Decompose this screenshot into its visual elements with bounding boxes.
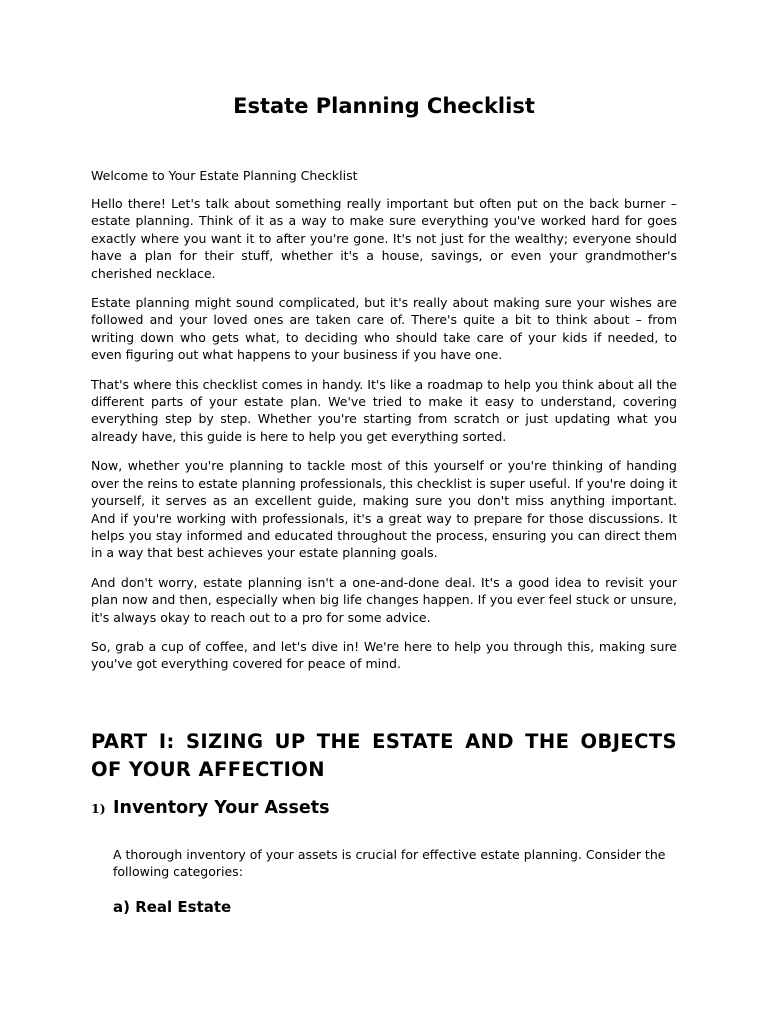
section-intro: A thorough inventory of your assets is crucial for effective estate planning. Consider the following categories: <box>113 847 666 879</box>
intro-body <box>91 195 677 685</box>
section-title: Inventory Your Assets <box>113 798 330 818</box>
document-title: Estate Planning Checklist <box>233 94 535 118</box>
section-number: 1) <box>91 801 106 816</box>
section-heading <box>91 796 330 820</box>
part-heading: PART I: SIZING UP THE ESTATE AND THE OBJECTS OF YOUR AFFECTION <box>91 730 677 781</box>
intro-paragraph-5: And don't worry, estate planning isn't a one-and-done deal. It's a good idea to revisit your plan now and then, especially when big life changes happen. If you ever feel stuck or unsure, it's always okay to reach out to a pro for some advice. <box>91 574 677 625</box>
intro-paragraph-4: Now, whether you're planning to tackle most of this yourself or you're thinking of handing over the reins to estate planning professionals, this checklist is super useful. If you're doing it yourself, it serves as an excellent guide, making sure you don't miss anything important. And if you're working with professionals, it's a great way to prepare for those discussions. It helps you stay informed and educated throughout the process, ensuring you can direct them in a way that best achieves your estate planning goals. <box>91 458 677 561</box>
intro-paragraph-3: That's where this checklist comes in handy. It's like a roadmap to help you think about all the different parts of your estate plan. We've tried to make it easy to understand, covering everything step by step. Whether you're starting from scratch or just updating what you already have, this guide is here to help you get everything sorted. <box>91 376 677 444</box>
intro-paragraph-2: Estate planning might sound complicated, but it's really about making sure your wishes are followed and your loved ones are taken care of. There's quite a bit to think about – from writing down who gets what, to deciding who should take care of your kids if needed, to even figuring out what happens to your business if you have one. <box>91 295 677 363</box>
intro-paragraph-1: Hello there! Let's talk about something really important but often put on the back burner – estate planning. Think of it as a way to make sure everything you've worked hard for goes exactly where you want it to after you're gone. It's not just for the wealthy; everyone should have a plan for their stuff, whether it's a house, savings, or even your grandmother's cherished necklace. <box>91 196 677 281</box>
welcome-line: Welcome to Your Estate Planning Checklist <box>91 168 358 183</box>
intro-paragraph-6: So, grab a cup of coffee, and let's dive in! We're here to help you through this, making sure you've got everything covered for peace of mind. <box>91 638 677 672</box>
subsection-heading: a) Real Estate <box>113 898 232 916</box>
